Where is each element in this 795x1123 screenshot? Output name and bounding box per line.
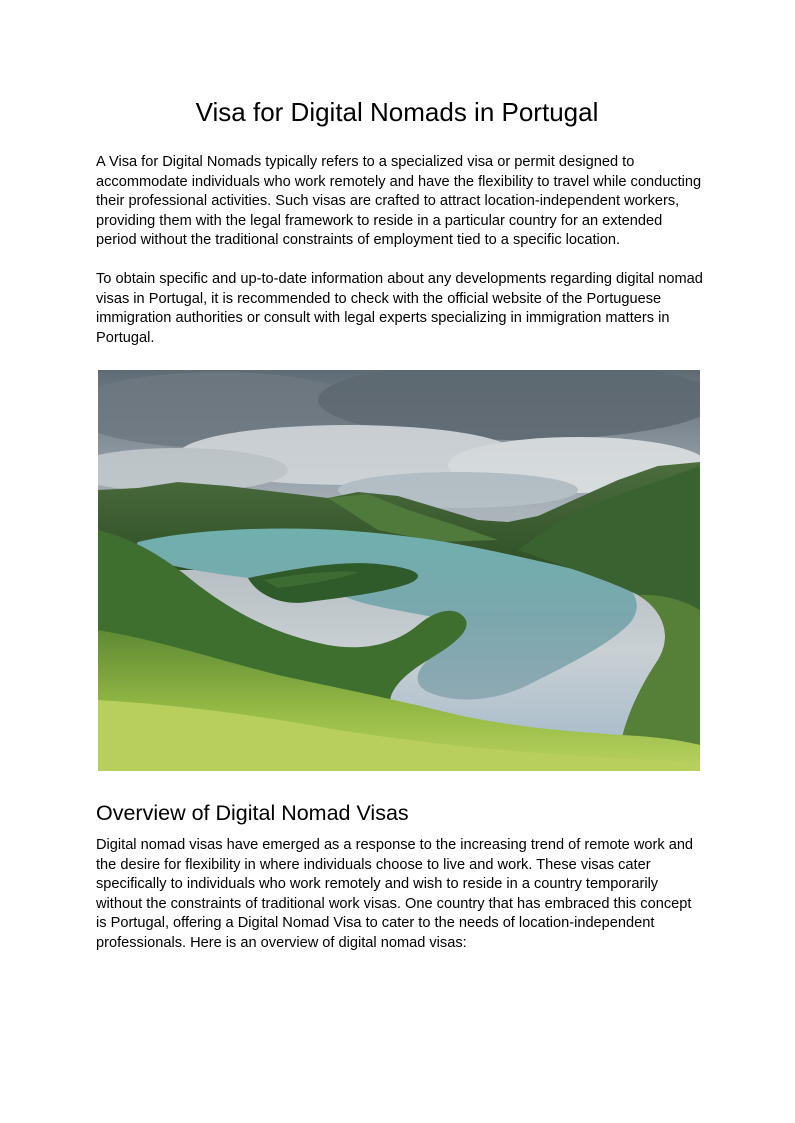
- section-paragraph: Digital nomad visas have emerged as a response to the increasing trend of remote work and the desire for flexibility in where individuals choose to live and work. These visas cater specifically to individuals who work remotely and wish to reside in a country temporarily without the constraints of traditional work visas. One country that has embraced this concept is Portugal, offering a Digital Nomad Visa to cater to the needs of location-independent professionals. Here is an overview of digital nomad visas:: [96, 837, 694, 951]
- page-title: Visa for Digital Nomads in Portugal: [195, 97, 599, 127]
- intro-paragraph-1: A Visa for Digital Nomads typically refers to a specialized visa or permit designed to accommodate individuals who work remotely and have the flexibility to travel while conducting their professional activities. Such visas are crafted to attract location-independent workers, providing them with the legal framework to reside in a particular country for an extended period without the traditional constraints of employment tied to a specific location.: [96, 154, 702, 249]
- intro-paragraph-2: To obtain specific and up-to-date information about any developments regarding digital nomad visas in Portugal, it is recommended to check with the official website of the Portuguese immigration authorities or consult with legal experts specializing in immigration matters in Portugal.: [96, 271, 703, 346]
- section-heading: Overview of Digital Nomad Visas: [96, 801, 409, 825]
- lake-landscape-photo: [98, 370, 700, 771]
